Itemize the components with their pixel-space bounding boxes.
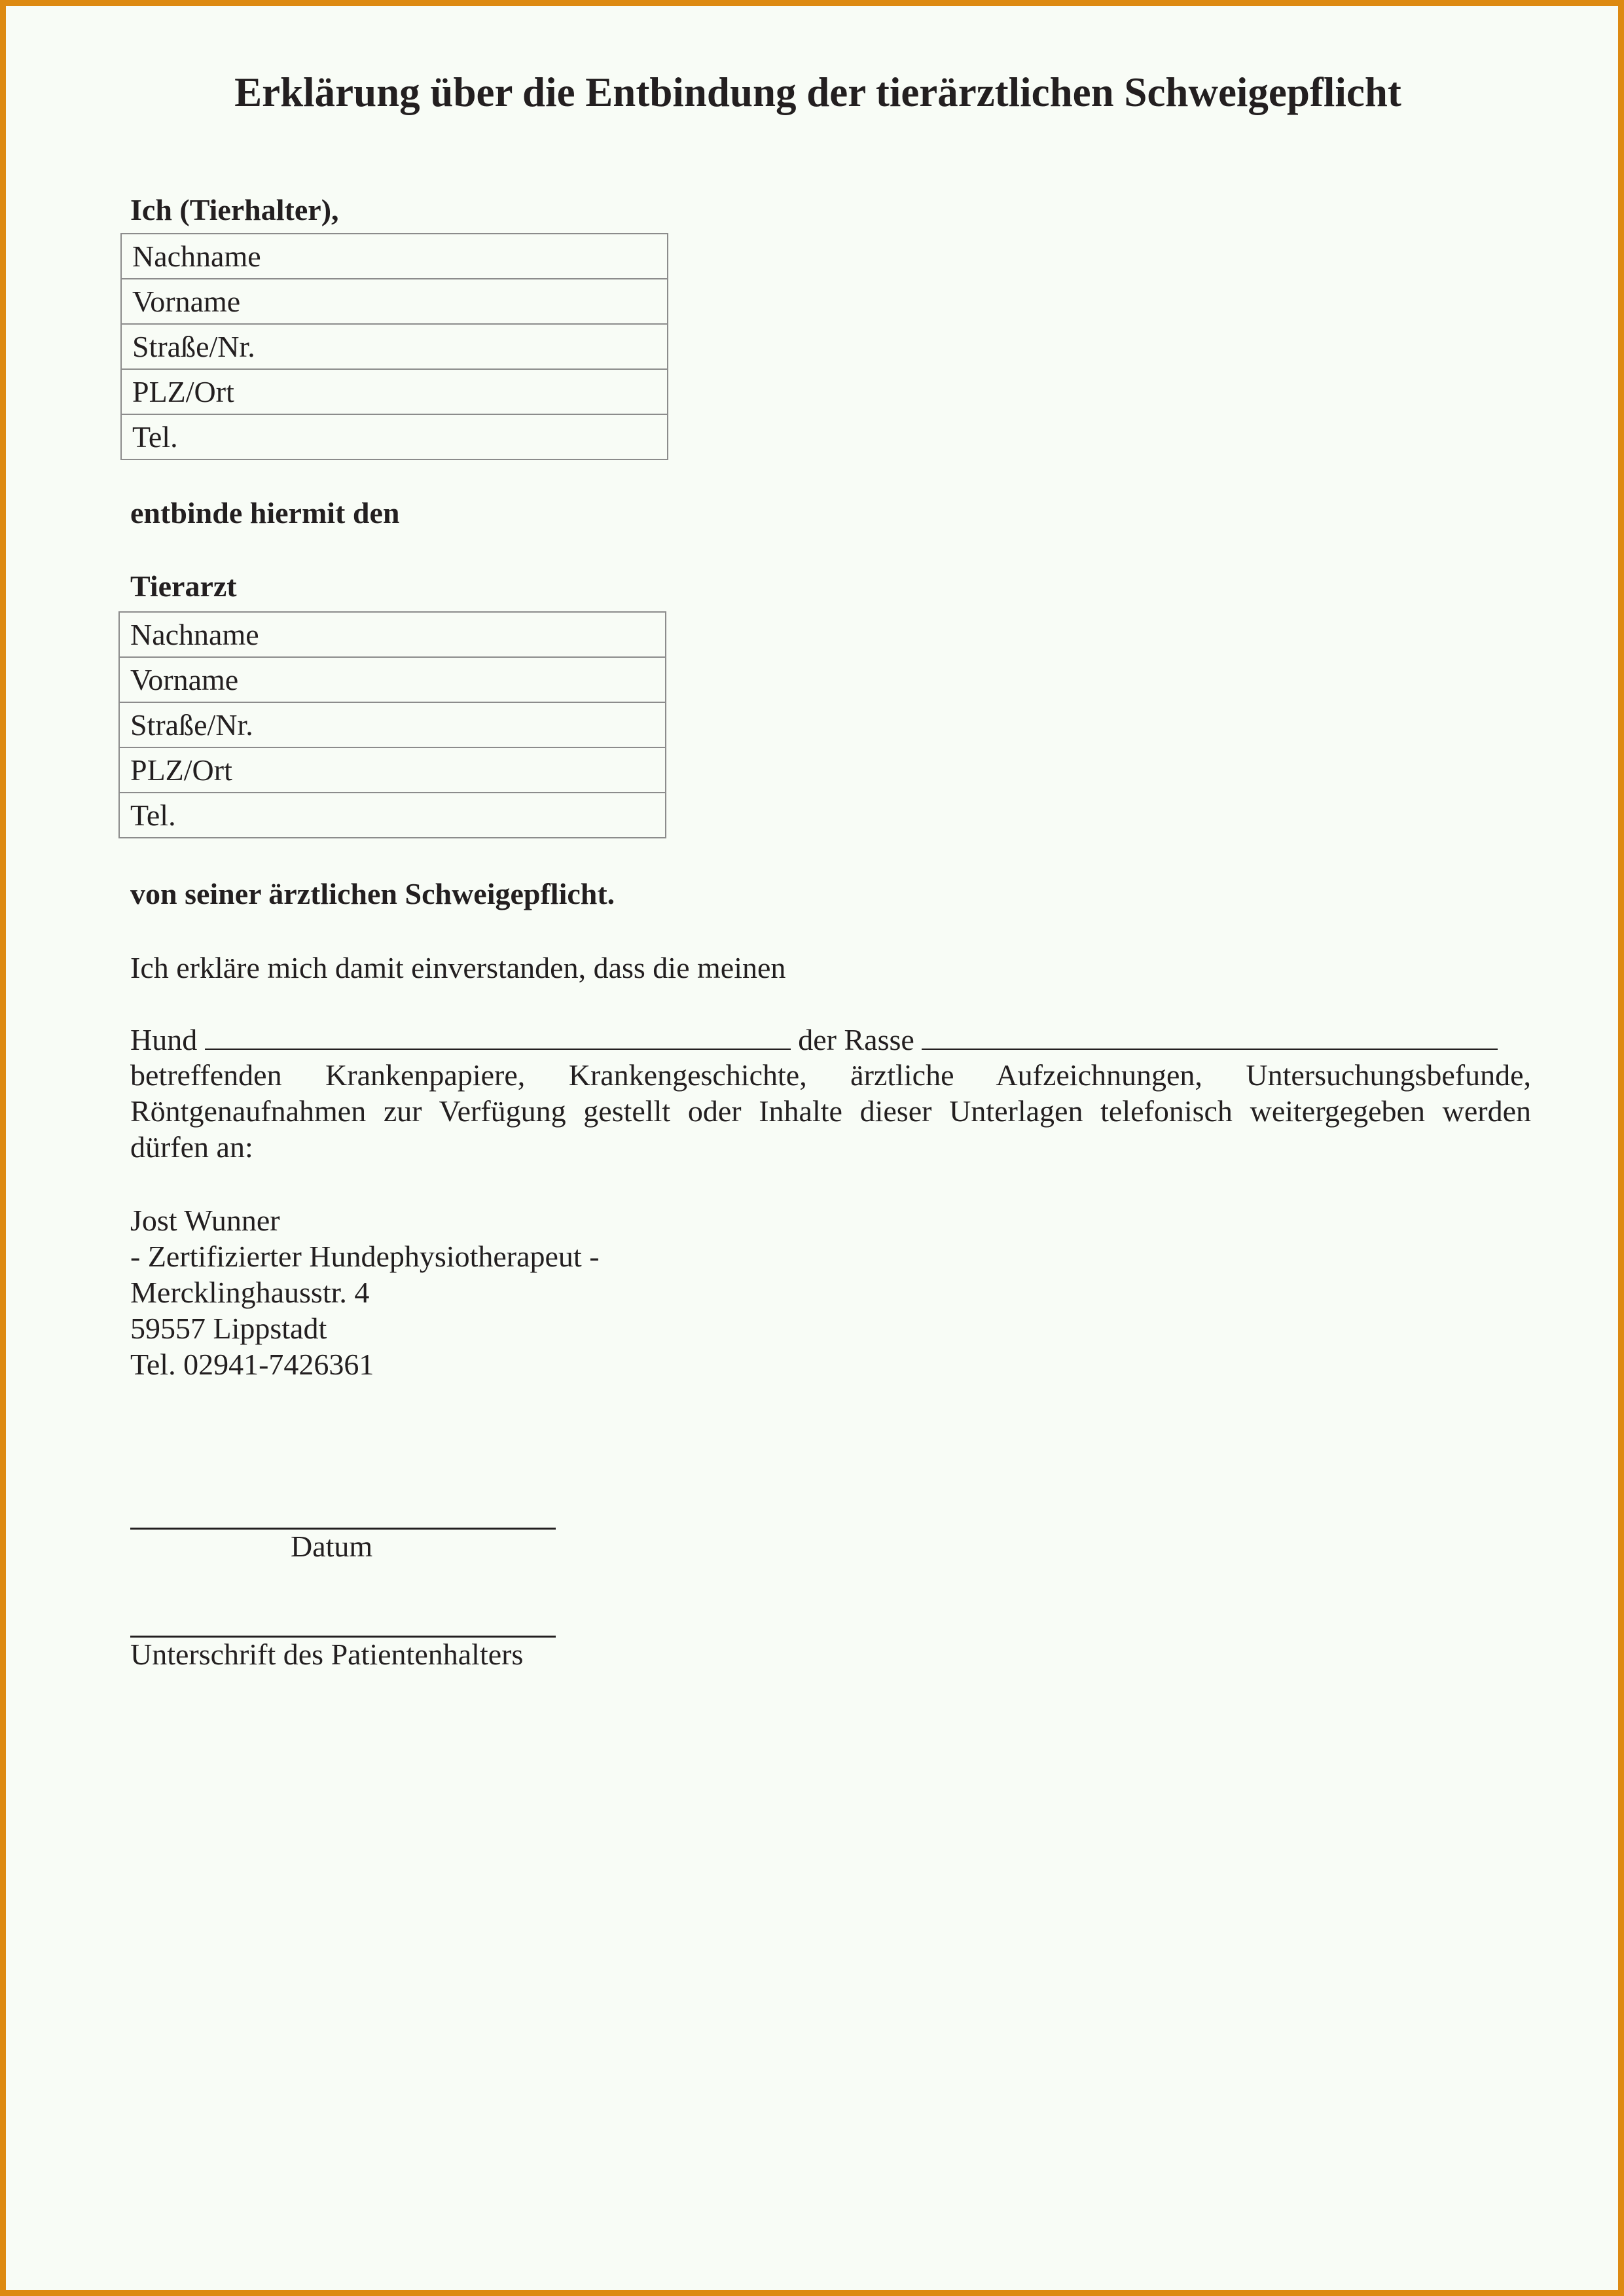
- owner-info-table: [120, 233, 668, 460]
- owner-field-street[interactable]: Straße/Nr.: [121, 324, 668, 369]
- vet-field-street[interactable]: Straße/Nr.: [119, 702, 666, 747]
- owner-row-city: [121, 369, 668, 414]
- recipient-phone: Tel. 02941-7426361: [130, 1348, 374, 1381]
- dog-label: Hund: [130, 1023, 198, 1056]
- document-title: Erklärung über die Entbindung der tierärztlichen Schweigepflicht: [234, 69, 1401, 115]
- owner-field-phone[interactable]: Tel.: [121, 414, 668, 459]
- owner-row-lastname: [121, 234, 668, 279]
- vet-row-street: [119, 702, 666, 747]
- recipient-city: 59557 Lippstadt: [130, 1312, 327, 1345]
- consent-intro: Ich erkläre mich damit einverstanden, dass die meinen: [130, 951, 786, 984]
- vet-field-city[interactable]: PLZ/Ort: [119, 747, 666, 793]
- dog-breed-line: [130, 1022, 1498, 1057]
- vet-info-table: [118, 611, 666, 838]
- vet-row-lastname: [119, 612, 666, 657]
- owner-row-street: [121, 324, 668, 369]
- vet-field-lastname[interactable]: Nachname: [119, 612, 666, 657]
- dog-name-blank[interactable]: [205, 1022, 791, 1050]
- owner-field-city[interactable]: PLZ/Ort: [121, 369, 668, 414]
- vet-row-firstname: [119, 657, 666, 702]
- owner-field-firstname[interactable]: Vorname: [121, 279, 668, 324]
- paragraph-line-1: betreffenden Krankenpapiere, Krankengeschichte, ärztliche Aufzeichnungen, Untersuchungsbefunde,: [130, 1058, 1531, 1092]
- vet-row-city: [119, 747, 666, 793]
- recipient-name: Jost Wunner: [130, 1204, 280, 1237]
- breed-blank[interactable]: [922, 1022, 1498, 1050]
- recipient-role: - Zertifizierter Hundephysiotherapeut -: [130, 1240, 600, 1273]
- vet-heading: Tierarzt: [130, 569, 237, 603]
- paragraph-line-2: Röntgenaufnahmen zur Verfügung gestellt oder Inhalte dieser Unterlagen telefonisch weitergegeben werden: [130, 1094, 1531, 1128]
- owner-heading: Ich (Tierhalter),: [130, 193, 339, 226]
- date-label: Datum: [291, 1530, 373, 1563]
- recipient-street: Mercklinghausstr. 4: [130, 1276, 370, 1309]
- signature-label: Unterschrift des Patientenhalters: [130, 1638, 524, 1671]
- paragraph-line-3: dürfen an:: [130, 1130, 253, 1164]
- vet-field-phone[interactable]: Tel.: [119, 793, 666, 838]
- owner-field-lastname[interactable]: Nachname: [121, 234, 668, 279]
- release-text: entbinde hiermit den: [130, 496, 400, 529]
- vet-field-firstname[interactable]: Vorname: [119, 657, 666, 702]
- owner-row-phone: [121, 414, 668, 459]
- duty-text: von seiner ärztlichen Schweigepflicht.: [130, 877, 615, 910]
- vet-row-phone: [119, 793, 666, 838]
- owner-row-firstname: [121, 279, 668, 324]
- breed-label: der Rasse: [798, 1023, 914, 1056]
